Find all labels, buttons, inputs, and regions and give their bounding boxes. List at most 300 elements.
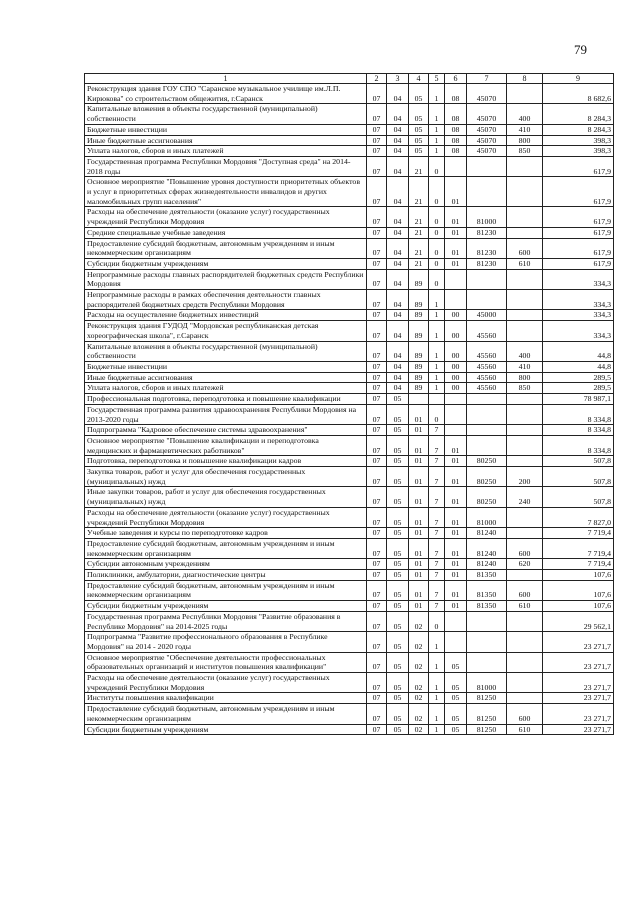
subsection-cell: 04 — [387, 146, 409, 157]
subprogram-cell: 1 — [429, 372, 445, 383]
name-cell: Субсидии бюджетным учреждениям — [85, 258, 367, 269]
section-cell: 07 — [367, 693, 387, 704]
program-cell: 01 — [409, 456, 429, 467]
direction-cell: 45070 — [467, 104, 507, 124]
program-cell: 05 — [409, 124, 429, 135]
amount-cell: 398,3 — [543, 135, 614, 146]
amount-cell: 507,8 — [543, 487, 614, 507]
subsection-cell: 05 — [387, 435, 409, 455]
name-cell: Основное мероприятие "Повышение квалификации и переподготовка медицинских и фармацевтических работников" — [85, 435, 367, 455]
expense-type-cell — [507, 207, 543, 227]
name-cell: Субсидии автономным учреждениям — [85, 559, 367, 570]
section-cell: 07 — [367, 487, 387, 507]
amount-cell: 23 271,7 — [543, 693, 614, 704]
expense-type-cell — [507, 227, 543, 238]
section-cell: 07 — [367, 124, 387, 135]
table-row — [85, 404, 614, 424]
program-cell: 21 — [409, 156, 429, 176]
event-cell: 08 — [445, 146, 467, 157]
subprogram-cell: 1 — [429, 652, 445, 672]
section-cell: 07 — [367, 507, 387, 527]
expense-type-cell: 620 — [507, 559, 543, 570]
amount-cell: 289,5 — [543, 372, 614, 383]
section-cell: 07 — [367, 704, 387, 724]
header-cell: 3 — [387, 74, 409, 84]
table-row — [85, 528, 614, 539]
table-row — [85, 435, 614, 455]
subprogram-cell: 1 — [429, 341, 445, 361]
expense-type-cell — [507, 693, 543, 704]
direction-cell: 45560 — [467, 372, 507, 383]
expense-type-cell — [507, 632, 543, 652]
subprogram-cell: 1 — [429, 84, 445, 104]
name-cell: Иные бюджетные ассигнования — [85, 372, 367, 383]
name-cell: Реконструкция здания ГУДОД "Мордовская республиканская детская хореографическая школа", г.Саранск — [85, 321, 367, 341]
subsection-cell: 04 — [387, 135, 409, 146]
subsection-cell: 04 — [387, 156, 409, 176]
name-cell: Бюджетные инвестиции — [85, 361, 367, 372]
table-row — [85, 310, 614, 321]
subsection-cell: 04 — [387, 227, 409, 238]
section-cell: 07 — [367, 84, 387, 104]
section-cell: 07 — [367, 341, 387, 361]
event-cell: 01 — [445, 528, 467, 539]
event-cell: 08 — [445, 135, 467, 146]
event-cell: 08 — [445, 124, 467, 135]
event-cell: 05 — [445, 652, 467, 672]
program-cell: 21 — [409, 258, 429, 269]
program-cell: 89 — [409, 372, 429, 383]
amount-cell: 617,9 — [543, 177, 614, 207]
expense-type-cell: 610 — [507, 258, 543, 269]
event-cell: 01 — [445, 538, 467, 558]
expense-type-cell — [507, 269, 543, 289]
subprogram-cell: 7 — [429, 487, 445, 507]
amount-cell: 617,9 — [543, 207, 614, 227]
subsection-cell: 04 — [387, 341, 409, 361]
program-cell: 05 — [409, 135, 429, 146]
program-cell: 01 — [409, 559, 429, 570]
amount-cell: 107,6 — [543, 570, 614, 581]
table-row — [85, 135, 614, 146]
event-cell: 05 — [445, 673, 467, 693]
name-cell: Учебные заведения и курсы по переподготовке кадров — [85, 528, 367, 539]
expense-type-cell — [507, 321, 543, 341]
expense-type-cell: 200 — [507, 467, 543, 487]
program-cell: 21 — [409, 207, 429, 227]
expense-type-cell — [507, 404, 543, 424]
event-cell: 05 — [445, 724, 467, 735]
subsection-cell: 05 — [387, 507, 409, 527]
table-row — [85, 238, 614, 258]
section-cell: 07 — [367, 207, 387, 227]
section-cell: 07 — [367, 238, 387, 258]
subsection-cell: 05 — [387, 467, 409, 487]
subsection-cell: 04 — [387, 310, 409, 321]
direction-cell: 45070 — [467, 146, 507, 157]
header-cell: 8 — [507, 74, 543, 84]
direction-cell: 80250 — [467, 487, 507, 507]
event-cell: 05 — [445, 693, 467, 704]
section-cell: 07 — [367, 467, 387, 487]
subsection-cell: 04 — [387, 104, 409, 124]
section-cell: 07 — [367, 404, 387, 424]
program-cell: 01 — [409, 425, 429, 436]
name-cell: Уплата налогов, сборов и иных платежей — [85, 146, 367, 157]
section-cell: 07 — [367, 310, 387, 321]
expense-type-cell — [507, 156, 543, 176]
direction-cell: 81230 — [467, 258, 507, 269]
subprogram-cell: 0 — [429, 269, 445, 289]
direction-cell — [467, 435, 507, 455]
subsection-cell: 04 — [387, 258, 409, 269]
direction-cell — [467, 404, 507, 424]
program-cell: 05 — [409, 84, 429, 104]
subprogram-cell: 7 — [429, 580, 445, 600]
name-cell: Подпрограмма "Кадровое обеспечение системы здравоохранения" — [85, 425, 367, 436]
section-cell: 07 — [367, 538, 387, 558]
name-cell: Профессиональная подготовка, переподготовка и повышение квалификации — [85, 394, 367, 405]
section-cell: 07 — [367, 425, 387, 436]
section-cell: 07 — [367, 227, 387, 238]
subprogram-cell: 7 — [429, 467, 445, 487]
amount-cell: 289,5 — [543, 383, 614, 394]
subsection-cell: 05 — [387, 528, 409, 539]
section-cell: 07 — [367, 724, 387, 735]
event-cell — [445, 290, 467, 310]
name-cell: Расходы на обеспечение деятельности (оказание услуг) государственных учреждений Республики Мордовия — [85, 507, 367, 527]
direction-cell: 81350 — [467, 601, 507, 612]
event-cell: 01 — [445, 258, 467, 269]
event-cell: 01 — [445, 467, 467, 487]
direction-cell: 80250 — [467, 456, 507, 467]
table-row — [85, 570, 614, 581]
table-row — [85, 632, 614, 652]
table-row — [85, 290, 614, 310]
amount-cell: 44,8 — [543, 341, 614, 361]
section-cell: 07 — [367, 394, 387, 405]
program-cell: 01 — [409, 570, 429, 581]
program-cell: 89 — [409, 321, 429, 341]
subprogram-cell: 7 — [429, 528, 445, 539]
header-cell: 6 — [445, 74, 467, 84]
program-cell: 89 — [409, 383, 429, 394]
name-cell: Расходы на обеспечение деятельности (оказание услуг) государственных учреждений Республики Мордовия — [85, 207, 367, 227]
amount-cell: 107,6 — [543, 580, 614, 600]
name-cell: Предоставление субсидий бюджетным, автономным учреждениям и иным некоммерческим организациям — [85, 238, 367, 258]
expense-type-cell: 850 — [507, 383, 543, 394]
expense-type-cell: 850 — [507, 146, 543, 157]
direction-cell: 81250 — [467, 693, 507, 704]
table-row — [85, 207, 614, 227]
budget-table — [84, 73, 614, 735]
direction-cell: 81250 — [467, 724, 507, 735]
subprogram-cell: 0 — [429, 207, 445, 227]
direction-cell — [467, 177, 507, 207]
direction-cell — [467, 611, 507, 631]
program-cell: 89 — [409, 269, 429, 289]
program-cell: 02 — [409, 652, 429, 672]
program-cell: 21 — [409, 227, 429, 238]
expense-type-cell: 400 — [507, 341, 543, 361]
table-row — [85, 146, 614, 157]
section-cell: 07 — [367, 258, 387, 269]
subsection-cell: 04 — [387, 177, 409, 207]
section-cell: 07 — [367, 361, 387, 372]
direction-cell — [467, 290, 507, 310]
amount-cell: 78 987,1 — [543, 394, 614, 405]
table-row — [85, 507, 614, 527]
subsection-cell: 05 — [387, 487, 409, 507]
table-row — [85, 425, 614, 436]
expense-type-cell — [507, 435, 543, 455]
event-cell: 01 — [445, 238, 467, 258]
amount-cell: 334,3 — [543, 310, 614, 321]
table-row — [85, 673, 614, 693]
table-row — [85, 611, 614, 631]
program-cell: 02 — [409, 724, 429, 735]
section-cell: 07 — [367, 177, 387, 207]
subsection-cell: 05 — [387, 404, 409, 424]
section-cell: 07 — [367, 435, 387, 455]
direction-cell: 81000 — [467, 507, 507, 527]
expense-type-cell — [507, 673, 543, 693]
subsection-cell: 05 — [387, 632, 409, 652]
table-row — [85, 467, 614, 487]
direction-cell: 45560 — [467, 361, 507, 372]
section-cell: 07 — [367, 559, 387, 570]
amount-cell: 7 719,4 — [543, 559, 614, 570]
subsection-cell: 05 — [387, 693, 409, 704]
table-body — [85, 84, 614, 735]
subprogram-cell: 0 — [429, 227, 445, 238]
expense-type-cell — [507, 570, 543, 581]
direction-cell: 45070 — [467, 84, 507, 104]
direction-cell: 81350 — [467, 580, 507, 600]
section-cell: 07 — [367, 570, 387, 581]
program-cell: 21 — [409, 238, 429, 258]
subprogram-cell: 1 — [429, 632, 445, 652]
subprogram-cell: 7 — [429, 538, 445, 558]
expense-type-cell — [507, 528, 543, 539]
event-cell: 01 — [445, 435, 467, 455]
section-cell: 07 — [367, 580, 387, 600]
direction-cell: 45070 — [467, 135, 507, 146]
table-row — [85, 383, 614, 394]
direction-cell: 81240 — [467, 528, 507, 539]
amount-cell: 617,9 — [543, 258, 614, 269]
subprogram-cell: 1 — [429, 724, 445, 735]
program-cell: 01 — [409, 467, 429, 487]
program-cell: 02 — [409, 673, 429, 693]
subprogram-cell: 1 — [429, 290, 445, 310]
header-cell: 9 — [543, 74, 614, 84]
event-cell: 00 — [445, 310, 467, 321]
amount-cell: 617,9 — [543, 227, 614, 238]
expense-type-cell — [507, 456, 543, 467]
amount-cell: 7 827,0 — [543, 507, 614, 527]
table-row — [85, 156, 614, 176]
table-row — [85, 456, 614, 467]
section-cell: 07 — [367, 156, 387, 176]
subprogram-cell: 1 — [429, 361, 445, 372]
subprogram-cell: 1 — [429, 146, 445, 157]
event-cell: 00 — [445, 383, 467, 394]
table-header — [85, 74, 614, 84]
subsection-cell: 04 — [387, 269, 409, 289]
event-cell: 01 — [445, 177, 467, 207]
subprogram-cell: 0 — [429, 238, 445, 258]
direction-cell: 45560 — [467, 383, 507, 394]
program-cell: 01 — [409, 538, 429, 558]
name-cell: Непрограммные расходы в рамках обеспечения деятельности главных распорядителей бюджетных средств Республики Мордовия — [85, 290, 367, 310]
table-row — [85, 84, 614, 104]
subprogram-cell: 7 — [429, 425, 445, 436]
subprogram-cell — [429, 394, 445, 405]
subsection-cell: 04 — [387, 238, 409, 258]
subprogram-cell: 0 — [429, 611, 445, 631]
section-cell: 07 — [367, 632, 387, 652]
expense-type-cell — [507, 611, 543, 631]
event-cell — [445, 611, 467, 631]
table-row — [85, 394, 614, 405]
program-cell: 89 — [409, 310, 429, 321]
page-number: 79 — [574, 42, 587, 57]
name-cell: Расходы на осуществление бюджетных инвестиций — [85, 310, 367, 321]
subprogram-cell: 0 — [429, 177, 445, 207]
amount-cell: 334,3 — [543, 321, 614, 341]
program-cell: 01 — [409, 507, 429, 527]
subsection-cell: 04 — [387, 321, 409, 341]
subprogram-cell: 0 — [429, 404, 445, 424]
subprogram-cell: 7 — [429, 559, 445, 570]
table-row — [85, 269, 614, 289]
subprogram-cell: 1 — [429, 693, 445, 704]
expense-type-cell: 600 — [507, 538, 543, 558]
program-cell: 89 — [409, 341, 429, 361]
direction-cell: 81240 — [467, 559, 507, 570]
event-cell — [445, 269, 467, 289]
expense-type-cell — [507, 507, 543, 527]
expense-type-cell — [507, 425, 543, 436]
event-cell: 01 — [445, 507, 467, 527]
amount-cell: 8 284,3 — [543, 124, 614, 135]
expense-type-cell: 600 — [507, 704, 543, 724]
section-cell: 07 — [367, 104, 387, 124]
expense-type-cell: 410 — [507, 124, 543, 135]
event-cell: 01 — [445, 580, 467, 600]
subprogram-cell: 1 — [429, 104, 445, 124]
direction-cell: 45070 — [467, 124, 507, 135]
subprogram-cell: 1 — [429, 673, 445, 693]
subsection-cell: 04 — [387, 372, 409, 383]
direction-cell: 81250 — [467, 704, 507, 724]
expense-type-cell — [507, 84, 543, 104]
table-row — [85, 580, 614, 600]
program-cell: 02 — [409, 611, 429, 631]
expense-type-cell: 240 — [507, 487, 543, 507]
program-cell — [409, 394, 429, 405]
subsection-cell: 05 — [387, 559, 409, 570]
program-cell: 01 — [409, 435, 429, 455]
amount-cell: 8 284,3 — [543, 104, 614, 124]
expense-type-cell — [507, 290, 543, 310]
amount-cell: 23 271,7 — [543, 724, 614, 735]
event-cell: 01 — [445, 601, 467, 612]
amount-cell: 44,8 — [543, 361, 614, 372]
event-cell — [445, 156, 467, 176]
name-cell: Субсидии бюджетным учреждениям — [85, 724, 367, 735]
table-row — [85, 693, 614, 704]
program-cell: 89 — [409, 361, 429, 372]
name-cell: Подготовка, переподготовка и повышение квалификации кадров — [85, 456, 367, 467]
name-cell: Государственная программа Республики Мордовия "Развитие образования в Республике Мордовия" на 2014-2025 годы — [85, 611, 367, 631]
subprogram-cell: 1 — [429, 321, 445, 341]
amount-cell: 8 334,8 — [543, 435, 614, 455]
subprogram-cell: 1 — [429, 124, 445, 135]
program-cell: 21 — [409, 177, 429, 207]
name-cell: Государственная программа развития здравоохранения Республики Мордовия на 2013-2020 годы — [85, 404, 367, 424]
subsection-cell: 04 — [387, 383, 409, 394]
amount-cell: 334,3 — [543, 269, 614, 289]
amount-cell: 23 271,7 — [543, 632, 614, 652]
name-cell: Иные закупки товаров, работ и услуг для обеспечения государственных (муниципальных) нужд — [85, 487, 367, 507]
subsection-cell: 05 — [387, 704, 409, 724]
table-row — [85, 124, 614, 135]
table-row — [85, 652, 614, 672]
amount-cell: 617,9 — [543, 156, 614, 176]
event-cell: 01 — [445, 456, 467, 467]
section-cell: 07 — [367, 290, 387, 310]
direction-cell: 45000 — [467, 310, 507, 321]
header-cell: 2 — [367, 74, 387, 84]
subsection-cell: 05 — [387, 611, 409, 631]
event-cell — [445, 394, 467, 405]
name-cell: Предоставление субсидий бюджетным, автономным учреждениям и иным некоммерческим организациям — [85, 538, 367, 558]
amount-cell: 8 334,8 — [543, 425, 614, 436]
name-cell: Основное мероприятие "Повышение уровня доступности приоритетных объектов и услуг в приоритетных сферах жизнедеятельности инвалидов и других маломобильных групп населения" — [85, 177, 367, 207]
event-cell: 05 — [445, 704, 467, 724]
expense-type-cell — [507, 394, 543, 405]
section-cell: 07 — [367, 321, 387, 341]
name-cell: Государственная программа Республики Мордовия "Доступная среда" на 2014-2018 годы — [85, 156, 367, 176]
subsection-cell: 05 — [387, 538, 409, 558]
subprogram-cell: 7 — [429, 570, 445, 581]
subprogram-cell: 1 — [429, 383, 445, 394]
program-cell: 05 — [409, 104, 429, 124]
event-cell — [445, 404, 467, 424]
event-cell: 01 — [445, 207, 467, 227]
expense-type-cell — [507, 310, 543, 321]
amount-cell: 107,6 — [543, 601, 614, 612]
direction-cell — [467, 425, 507, 436]
header-cell: 4 — [409, 74, 429, 84]
subprogram-cell: 0 — [429, 156, 445, 176]
subsection-cell: 05 — [387, 601, 409, 612]
name-cell: Капитальные вложения в объекты государственной (муниципальной) собственности — [85, 104, 367, 124]
event-cell: 00 — [445, 372, 467, 383]
program-cell: 02 — [409, 693, 429, 704]
direction-cell: 81240 — [467, 538, 507, 558]
section-cell: 07 — [367, 372, 387, 383]
expense-type-cell: 800 — [507, 135, 543, 146]
subprogram-cell: 1 — [429, 135, 445, 146]
amount-cell: 507,8 — [543, 456, 614, 467]
section-cell: 07 — [367, 652, 387, 672]
subprogram-cell: 7 — [429, 507, 445, 527]
program-cell: 01 — [409, 487, 429, 507]
expense-type-cell — [507, 177, 543, 207]
